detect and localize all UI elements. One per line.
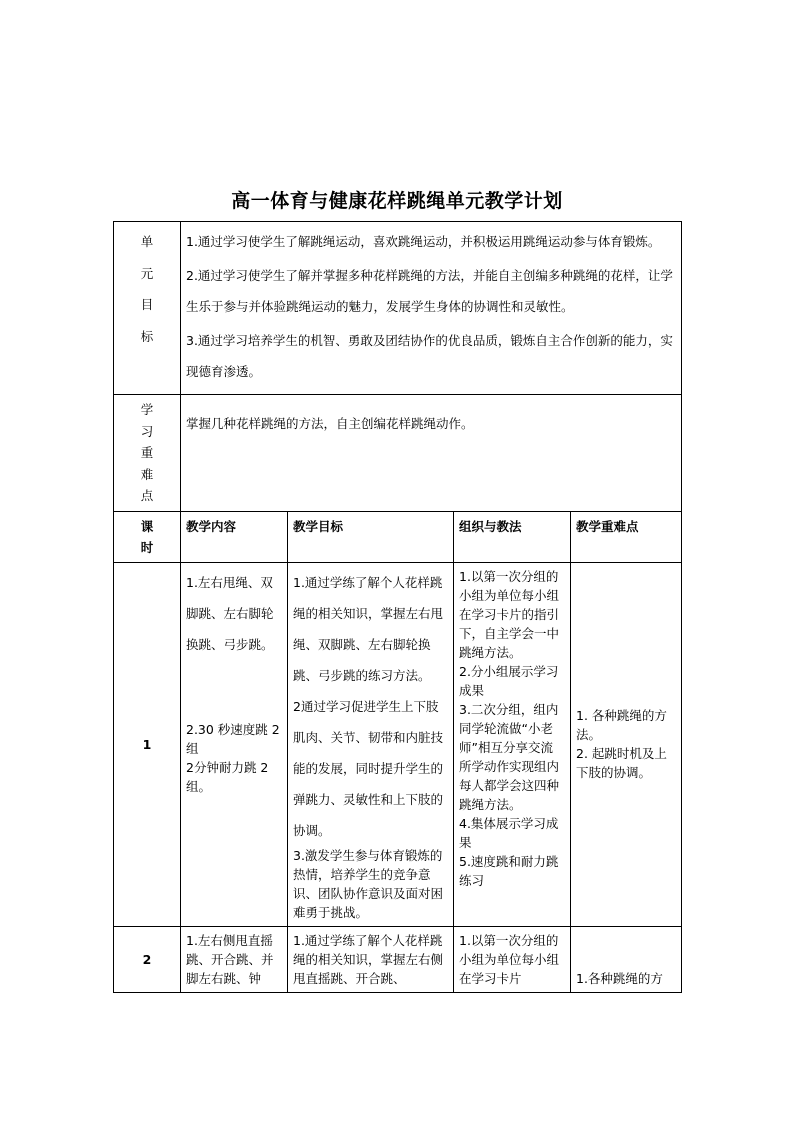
unit-goal-item: 2.通过学习使学生了解并掌握多种花样跳绳的方法，并能自主创编多种跳绳的花样，让学生乐于参与并体验跳绳运动的魅力，发展学生身体的协调性和灵敏性。 <box>186 268 673 314</box>
unit-goal-item: 3.通过学习培养学生的机智、勇敢及团结协作的优良品质，锻炼自主合作创新的能力，实现德育渗透。 <box>186 333 673 379</box>
lesson-content: 1.左右侧甩直摇跳、开合跳、并脚左右跳、钟 <box>181 926 288 992</box>
lesson-content: 1.左右甩绳、双脚跳、左右脚轮换跳、弓步跳。 2.30 秒速度跳 2 组 2分钟耐力跳 2 组。 <box>181 562 288 926</box>
lesson-goal: 1.通过学练了解个人花样跳绳的相关知识，掌握左右侧甩直摇跳、开合跳、 <box>288 926 454 992</box>
lesson-key: 1.各种跳绳的方 <box>571 926 682 992</box>
key-points-content: 掌握几种花样跳绳的方法，自主创编花样跳绳动作。 <box>181 395 682 512</box>
lesson-method: 1.以第一次分组的小组为单位每小组在学习卡片 <box>454 926 571 992</box>
unit-plan-table <box>113 221 682 993</box>
key-points-label: 学 习 重 难 点 <box>114 395 181 512</box>
lesson-method: 1.以第一次分组的小组为单位每小组在学习卡片的指引下，自主学会一中跳绳方法。 2.分小组展示学习成果 3.二次分组，组内同学轮流做“小老师”相互分享交流所学动作实现组内每人都学会这四种跳绳方法。 4.集体展示学习成果 5.速度跳和耐力跳练习 <box>454 562 571 926</box>
lesson-goal: 1.通过学练了解个人花样跳绳的相关知识，掌握左右甩绳、双脚跳、左右脚轮换跳、弓步跳的练习方法。 2通过学习促进学生上下肢肌肉、关节、韧带和内脏技能的发展，同时提升学生的弹跳力、灵敏性和上下肢的协调。 3.激发学生参与体育锻炼的热情，培养学生的竞争意识、团队协作意识及面对困难勇于挑战。 <box>288 562 454 926</box>
header-method: 组织与教法 <box>454 511 571 562</box>
unit-goals-content <box>181 222 682 395</box>
lesson-header-row <box>114 511 682 562</box>
document-title: 高一体育与健康花样跳绳单元教学计划 <box>231 190 563 212</box>
lesson-number: 2 <box>114 926 181 992</box>
header-key: 教学重难点 <box>571 511 682 562</box>
header-lesson: 课 时 <box>114 511 181 562</box>
lesson-number: 1 <box>114 562 181 926</box>
unit-goal-item: 1.通过学习使学生了解跳绳运动，喜欢跳绳运动，并积极运用跳绳运动参与体育锻炼。 <box>186 234 661 249</box>
unit-goals-label: 单 元 目 标 <box>114 222 181 395</box>
key-points-row <box>114 395 682 512</box>
lesson-key: 1. 各种跳绳的方法。 2. 起跳时机及上下肢的协调。 <box>571 562 682 926</box>
lesson-row <box>114 926 682 992</box>
header-goal: 教学目标 <box>288 511 454 562</box>
unit-goals-row <box>114 222 682 395</box>
lesson-row <box>114 562 682 926</box>
header-content: 教学内容 <box>181 511 288 562</box>
